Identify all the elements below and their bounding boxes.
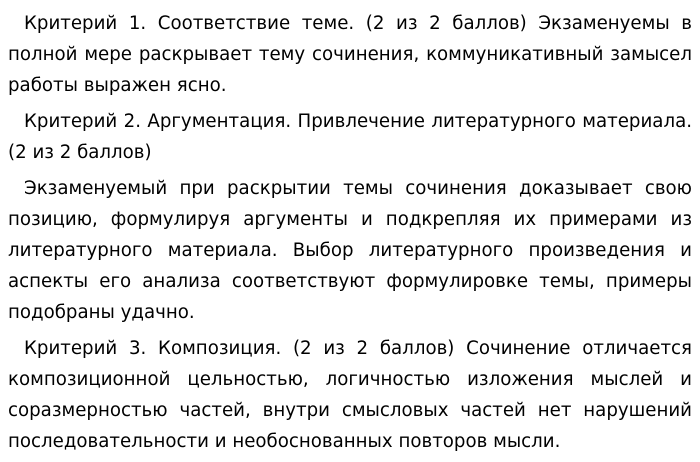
criterion-1-paragraph: Критерий 1. Соответствие теме. (2 из 2 баллов) Экзаменуемы в полной мере раскрывает тему сочинения, коммуникативный замысел работы выражен ясно. (8, 13, 692, 96)
criterion-2-description-paragraph: Экзаменуемый при раскрытии темы сочинения доказывает свою позицию, формулируя аргументы и подкрепляя их примерами из литературного материала. Выбор литературного произведения и аспекты его анализа соответствуют формулировке темы, примеры подобраны удачно. (8, 178, 692, 323)
essay-evaluation-text (8, 8, 692, 457)
criterion-3-paragraph: Критерий 3. Композиция. (2 из 2 баллов) Сочинение отличается композиционной цельностью, логичностью изложения мыслей и соразмерностью частей, внутри смысловых частей нет нарушений последовательности и необоснованных повторов мысли. (8, 338, 692, 452)
criterion-2-heading-paragraph: Критерий 2. Аргументация. Привлечение литературного материала. (2 из 2 баллов) (8, 111, 692, 163)
